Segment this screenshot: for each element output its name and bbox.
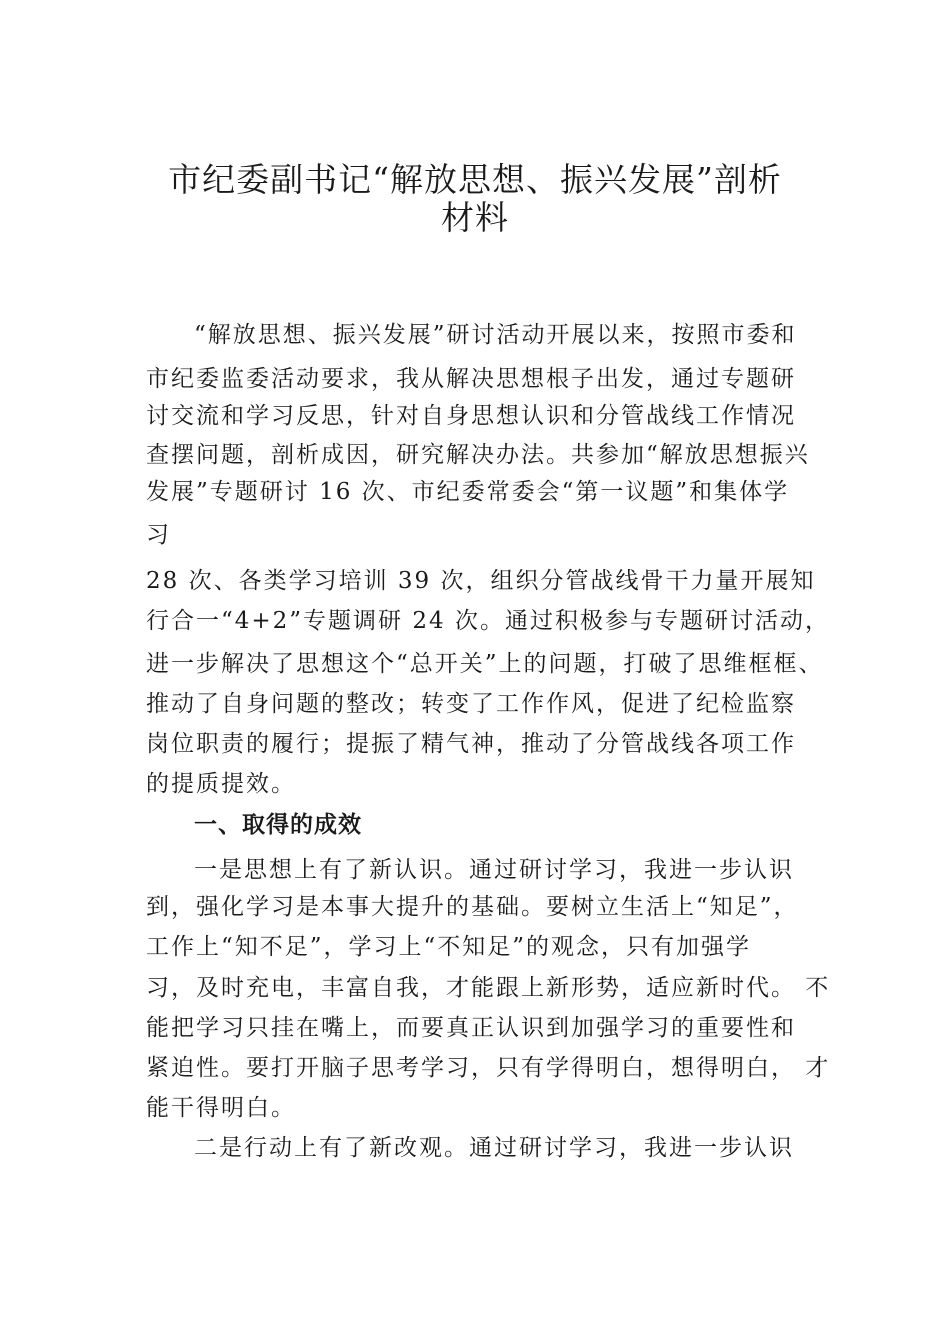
paragraph-line: 紧迫性。要打开脑子思考学习，只有学得明白，想得明白， 才: [146, 1055, 831, 1081]
paragraph-line: “解放思想、振兴发展”研讨活动开展以来，按照市委和: [194, 322, 797, 348]
paragraph-line: 发展”专题研讨 16 次、市纪委常委会“第一议题”和集体学: [146, 479, 790, 505]
paragraph-line: 到，强化学习是本事大提升的基础。要树立生活上“知足”，: [146, 894, 799, 920]
paragraph-line: 习: [146, 522, 171, 548]
paragraph-line: 的提质提效。: [146, 771, 296, 797]
paragraph-line: 二是行动上有了新改观。通过研讨学习，我进一步认识: [194, 1135, 794, 1161]
paragraph-line: 能把学习只挂在嘴上，而要真正认识到加强学习的重要性和: [146, 1015, 796, 1041]
paragraph-line: 行合一“4+2”专题调研 24 次。通过积极参与专题研讨活动，: [146, 608, 830, 634]
document-title-line-1: 市纪委副书记“解放思想、振兴发展”剖析: [168, 160, 782, 199]
paragraph-line: 进一步解决了思想这个“总开关”上的问题，打破了思维框框、: [146, 651, 824, 677]
paragraph-line: 推动了自身问题的整改；转变了工作作风，促进了纪检监察: [146, 691, 796, 717]
paragraph-line: 一是思想上有了新认识。通过研讨学习，我进一步认识: [194, 857, 794, 883]
paragraph-line: 工作上“知不足”，学习上“不知足”的观念，只有加强学: [146, 934, 752, 960]
paragraph-line: 查摆问题，剖析成因，研究解决办法。共参加“解放思想振兴: [146, 442, 810, 468]
paragraph-line: 讨交流和学习反思，针对自身思想认识和分管战线工作情况: [146, 403, 796, 429]
paragraph-line: 习，及时充电，丰富自我，才能跟上新形势，适应新时代。 不: [146, 975, 831, 1001]
paragraph-line: 岗位职责的履行；提振了精气神，推动了分管战线各项工作: [146, 731, 796, 757]
paragraph-line: 能干得明白。: [146, 1095, 296, 1121]
paragraph-line: 28 次、各类学习培训 39 次，组织分管战线骨干力量开展知: [146, 568, 816, 594]
document-title-line-2: 材料: [441, 198, 509, 237]
section-heading: 一、取得的成效: [194, 812, 362, 838]
paragraph-line: 市纪委监委活动要求，我从解决思想根子出发，通过专题研: [146, 366, 796, 392]
